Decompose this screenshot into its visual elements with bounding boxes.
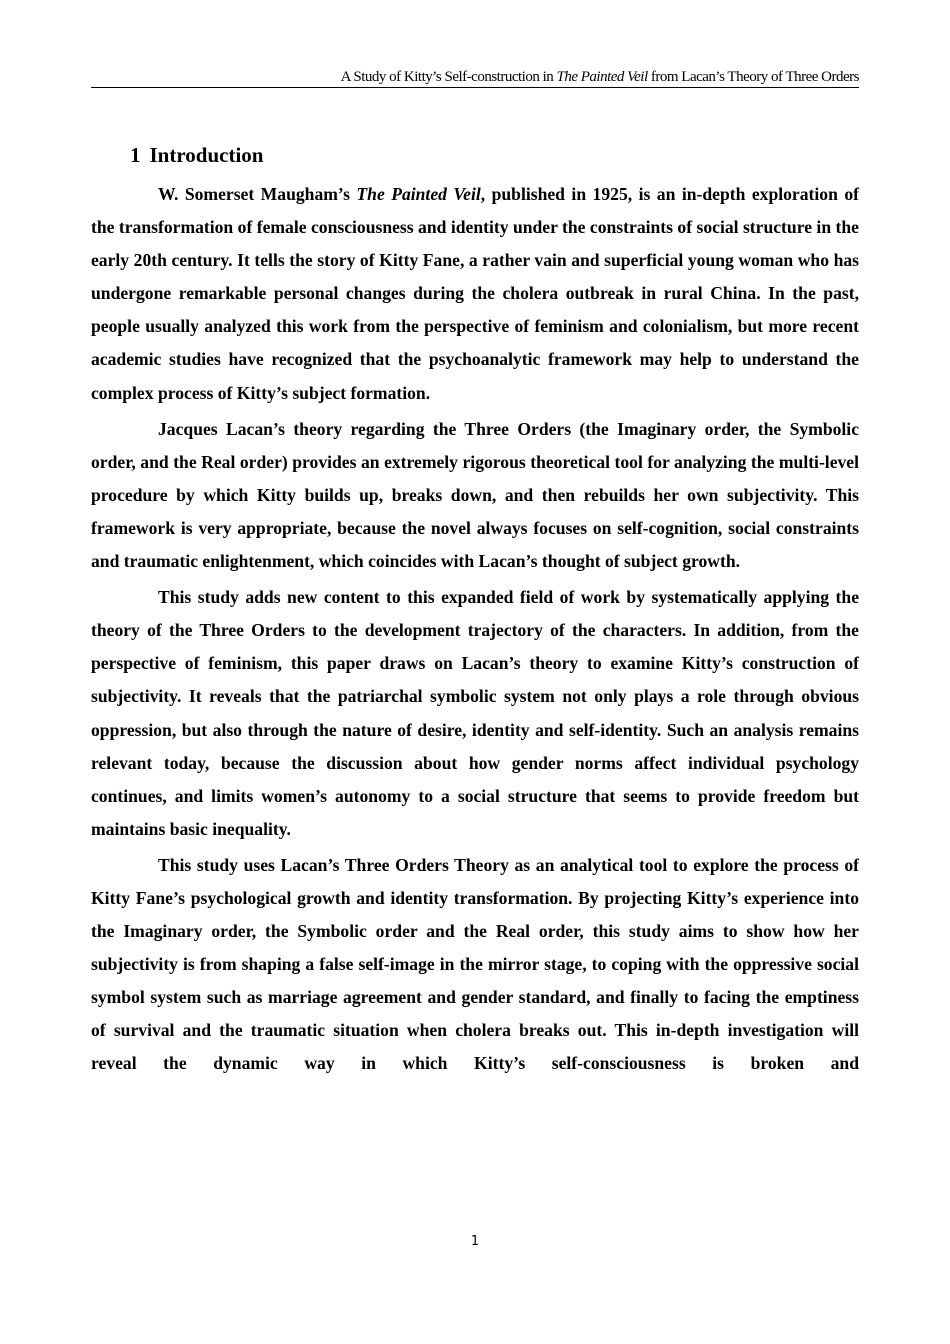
paragraph-1 xyxy=(91,178,859,410)
header-title-suffix: from Lacan’s Theory of Three Orders xyxy=(647,69,859,85)
body-text xyxy=(91,178,859,1084)
running-header xyxy=(91,68,859,88)
paragraph-2: Jacques Lacan’s theory regarding the Three Orders (the Imaginary order, the Symbolic order, and the Real order) provides an extremely rigorous theoretical tool for analyzing the multi-level procedure by which Kitty builds up, breaks down, and then rebuilds her own subjectivity. This framework is very appropriate, because the novel always focuses on self-cognition, social constraints and traumatic enlightenment, which coincides with Lacan’s thought of subject growth. xyxy=(91,418,859,572)
header-title-prefix: A Study of Kitty’s Self-construction in xyxy=(340,69,557,85)
paragraph-1-body: , published in 1925, is an in-depth exploration of the transformation of female consciousness and identity under the constraints of social structure in the early 20th century. It tells the story of Kitty Fane, a rather vain and superficial young woman who has undergone remarkable personal changes during the cholera outbreak in rural China. In the past, people usually analyzed this work from the perspective of feminism and colonialism, but more recent academic studies have recognized that the psychoanalytic framework may help to understand the complex process of Kitty’s subject formation. xyxy=(91,184,859,403)
paragraph-4: This study uses Lacan’s Three Orders Theory as an analytical tool to explore the process of Kitty Fane’s psychological growth and identity transformation. By projecting Kitty’s experience into the Imaginary order, the Symbolic order and the Real order, this study aims to show how her subjectivity is from shaping a false self-image in the mirror stage, to coping with the oppressive social symbol system such as marriage agreement and gender standard, and finally to facing the emptiness of survival and the traumatic situation when cholera breaks out. This in-depth investigation will reveal the dynamic way in which Kitty’s self-consciousness is broken and xyxy=(91,854,859,1074)
section-title: Introduction xyxy=(149,143,264,167)
header-title-italic: The Painted Veil xyxy=(556,69,648,85)
section-heading xyxy=(130,141,263,169)
page-number: 1 xyxy=(470,1234,480,1249)
section-number: 1 xyxy=(130,143,141,167)
paragraph-3: This study adds new content to this expanded field of work by systematically applying the theory of the Three Orders to the development trajectory of the characters. In addition, from the perspective of feminism, this paper draws on Lacan’s theory to examine Kitty’s construction of subjectivity. It reveals that the patriarchal symbolic system not only plays a role through obvious oppression, but also through the nature of desire, identity and self-identity. Such an analysis remains relevant today, because the discussion about how gender norms affect individual psychology continues, and limits women’s autonomy to a social structure that seems to provide freedom but maintains basic inequality. xyxy=(91,587,859,839)
novel-title: The Painted Veil xyxy=(356,184,481,204)
paragraph-1-lead: W. Somerset Maugham’s xyxy=(158,184,357,204)
